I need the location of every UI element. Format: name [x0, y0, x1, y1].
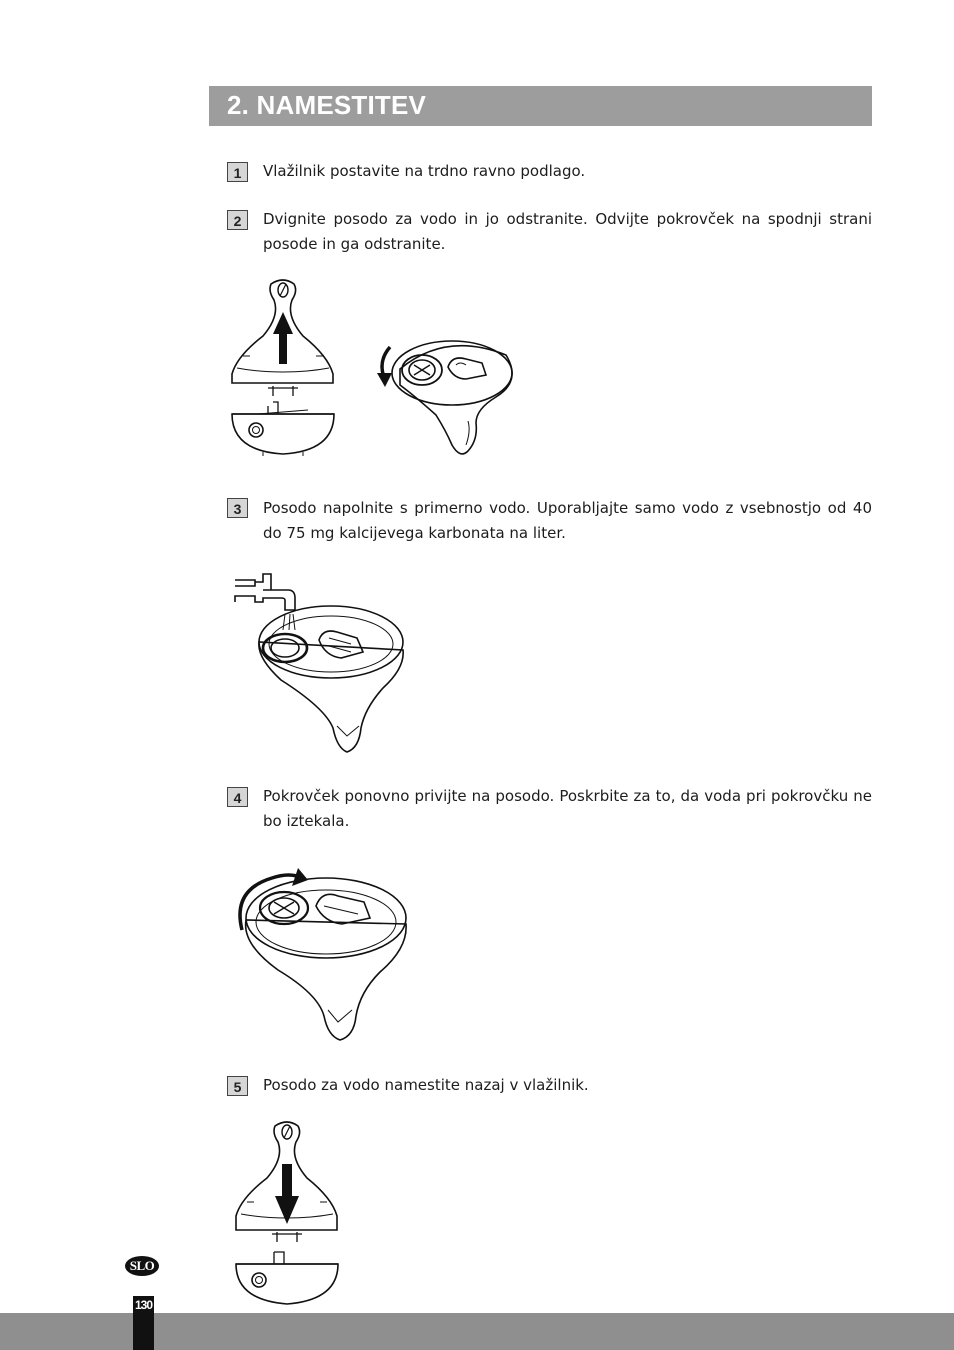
- step-3-text: Posodo napolnite s primerno vodo. Uporabljajte samo vodo z vsebnostjo od 40 do 75 mg kalcijevega karbonata na liter.: [263, 499, 872, 542]
- place-tank-illustration: [232, 1118, 342, 1308]
- step-2-number: 2: [227, 210, 248, 230]
- step-5-number: 5: [227, 1076, 248, 1096]
- page-title: 2. NAMESTITEV: [227, 90, 427, 120]
- step-3-number: 3: [227, 498, 248, 518]
- language-badge: SLO: [125, 1256, 159, 1276]
- fill-tank-illustration: [233, 568, 407, 756]
- step-1-text: Vlažilnik postavite na trdno ravno podlago.: [263, 162, 586, 180]
- page-number-tab: [133, 1296, 154, 1350]
- step-1-number: 1: [227, 162, 248, 182]
- lift-tank-illustration: [228, 276, 338, 456]
- page-number: 130: [134, 1298, 153, 1312]
- step-4-number: 4: [227, 787, 248, 807]
- step-5-text: Posodo za vodo namestite nazaj v vlažilnik.: [263, 1076, 589, 1094]
- unscrew-cap-illustration: [376, 335, 518, 459]
- screw-cap-illustration: [228, 860, 410, 1044]
- step-2-text: Dvignite posodo za vodo in jo odstranite. Odvijte pokrovček na spodnji strani posode in ga odstranite.: [263, 210, 872, 253]
- section-title-bar: [209, 86, 872, 126]
- step-4-text: Pokrovček ponovno privijte na posodo. Poskrbite za to, da voda pri pokrovčku ne bo iztekala.: [263, 787, 872, 830]
